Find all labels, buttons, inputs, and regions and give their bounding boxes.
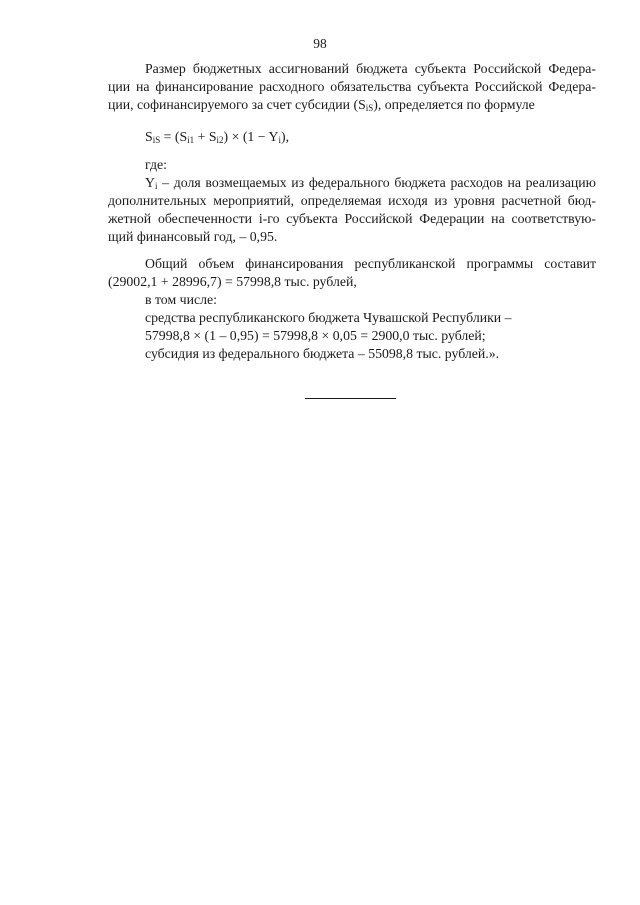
subscript: i [154, 181, 158, 191]
subscript: i2 [216, 135, 224, 145]
text-line: средства республиканского бюджета Чувашской Республики – [145, 310, 512, 325]
text-line: субсидия из федерального бюджета – 55098,8 тыс. рублей.». [145, 346, 500, 361]
text-fragment: ), определяется по формуле [373, 97, 535, 112]
formula [108, 128, 596, 146]
text-line: (29002,1 + 28996,7) = 57998,8 тыс. рублей, [108, 274, 357, 289]
text-line: 57998,8 × (1 – 0,95) = 57998,8 × 0,05 = 2900,0 тыс. рублей; [145, 328, 486, 343]
formula-part: S [145, 129, 153, 144]
formula-part: ) × (1 − Y [223, 129, 279, 144]
formula-part: + S [194, 129, 217, 144]
text-line: в том числе: [145, 292, 217, 307]
where-label: где: [145, 157, 167, 172]
formula-part: ), [280, 129, 290, 144]
subscript: iS [365, 103, 374, 113]
paragraph-budget-size [108, 60, 596, 114]
text-fragment: ции, софинансируемого за счет субсидии (S [108, 97, 366, 112]
subscript: i [278, 135, 281, 145]
text-line: дополнительных мероприятий, определяемая исходя из уровня расчетной бюд- [108, 193, 596, 208]
subscript: i1 [187, 135, 195, 145]
symbol: Y [145, 175, 155, 190]
subscript: iS [152, 135, 161, 145]
text-line: жетной обеспеченности i-го субъекта Российской Федерации на соответствую- [108, 211, 596, 226]
text-line: ции на финансирование расходного обязательства субъекта Российской Федера- [108, 79, 596, 94]
end-rule [305, 398, 396, 399]
text-fragment: – доля возмещаемых из федерального бюджета расходов на реализацию [157, 175, 596, 190]
paragraph-total-financing [108, 255, 596, 363]
text-line: Размер бюджетных ассигнований бюджета субъекта Российской Федера- [145, 61, 596, 76]
page-number: 98 [313, 36, 327, 51]
text-line [108, 96, 596, 114]
text-line: щий финансовый год, – 0,95. [108, 229, 278, 244]
definition-block [108, 156, 596, 246]
formula-line [108, 128, 596, 146]
text-line [108, 174, 596, 192]
text-line: Общий объем финансирования республиканской программы составит [145, 256, 596, 271]
formula-part: = (S [160, 129, 188, 144]
